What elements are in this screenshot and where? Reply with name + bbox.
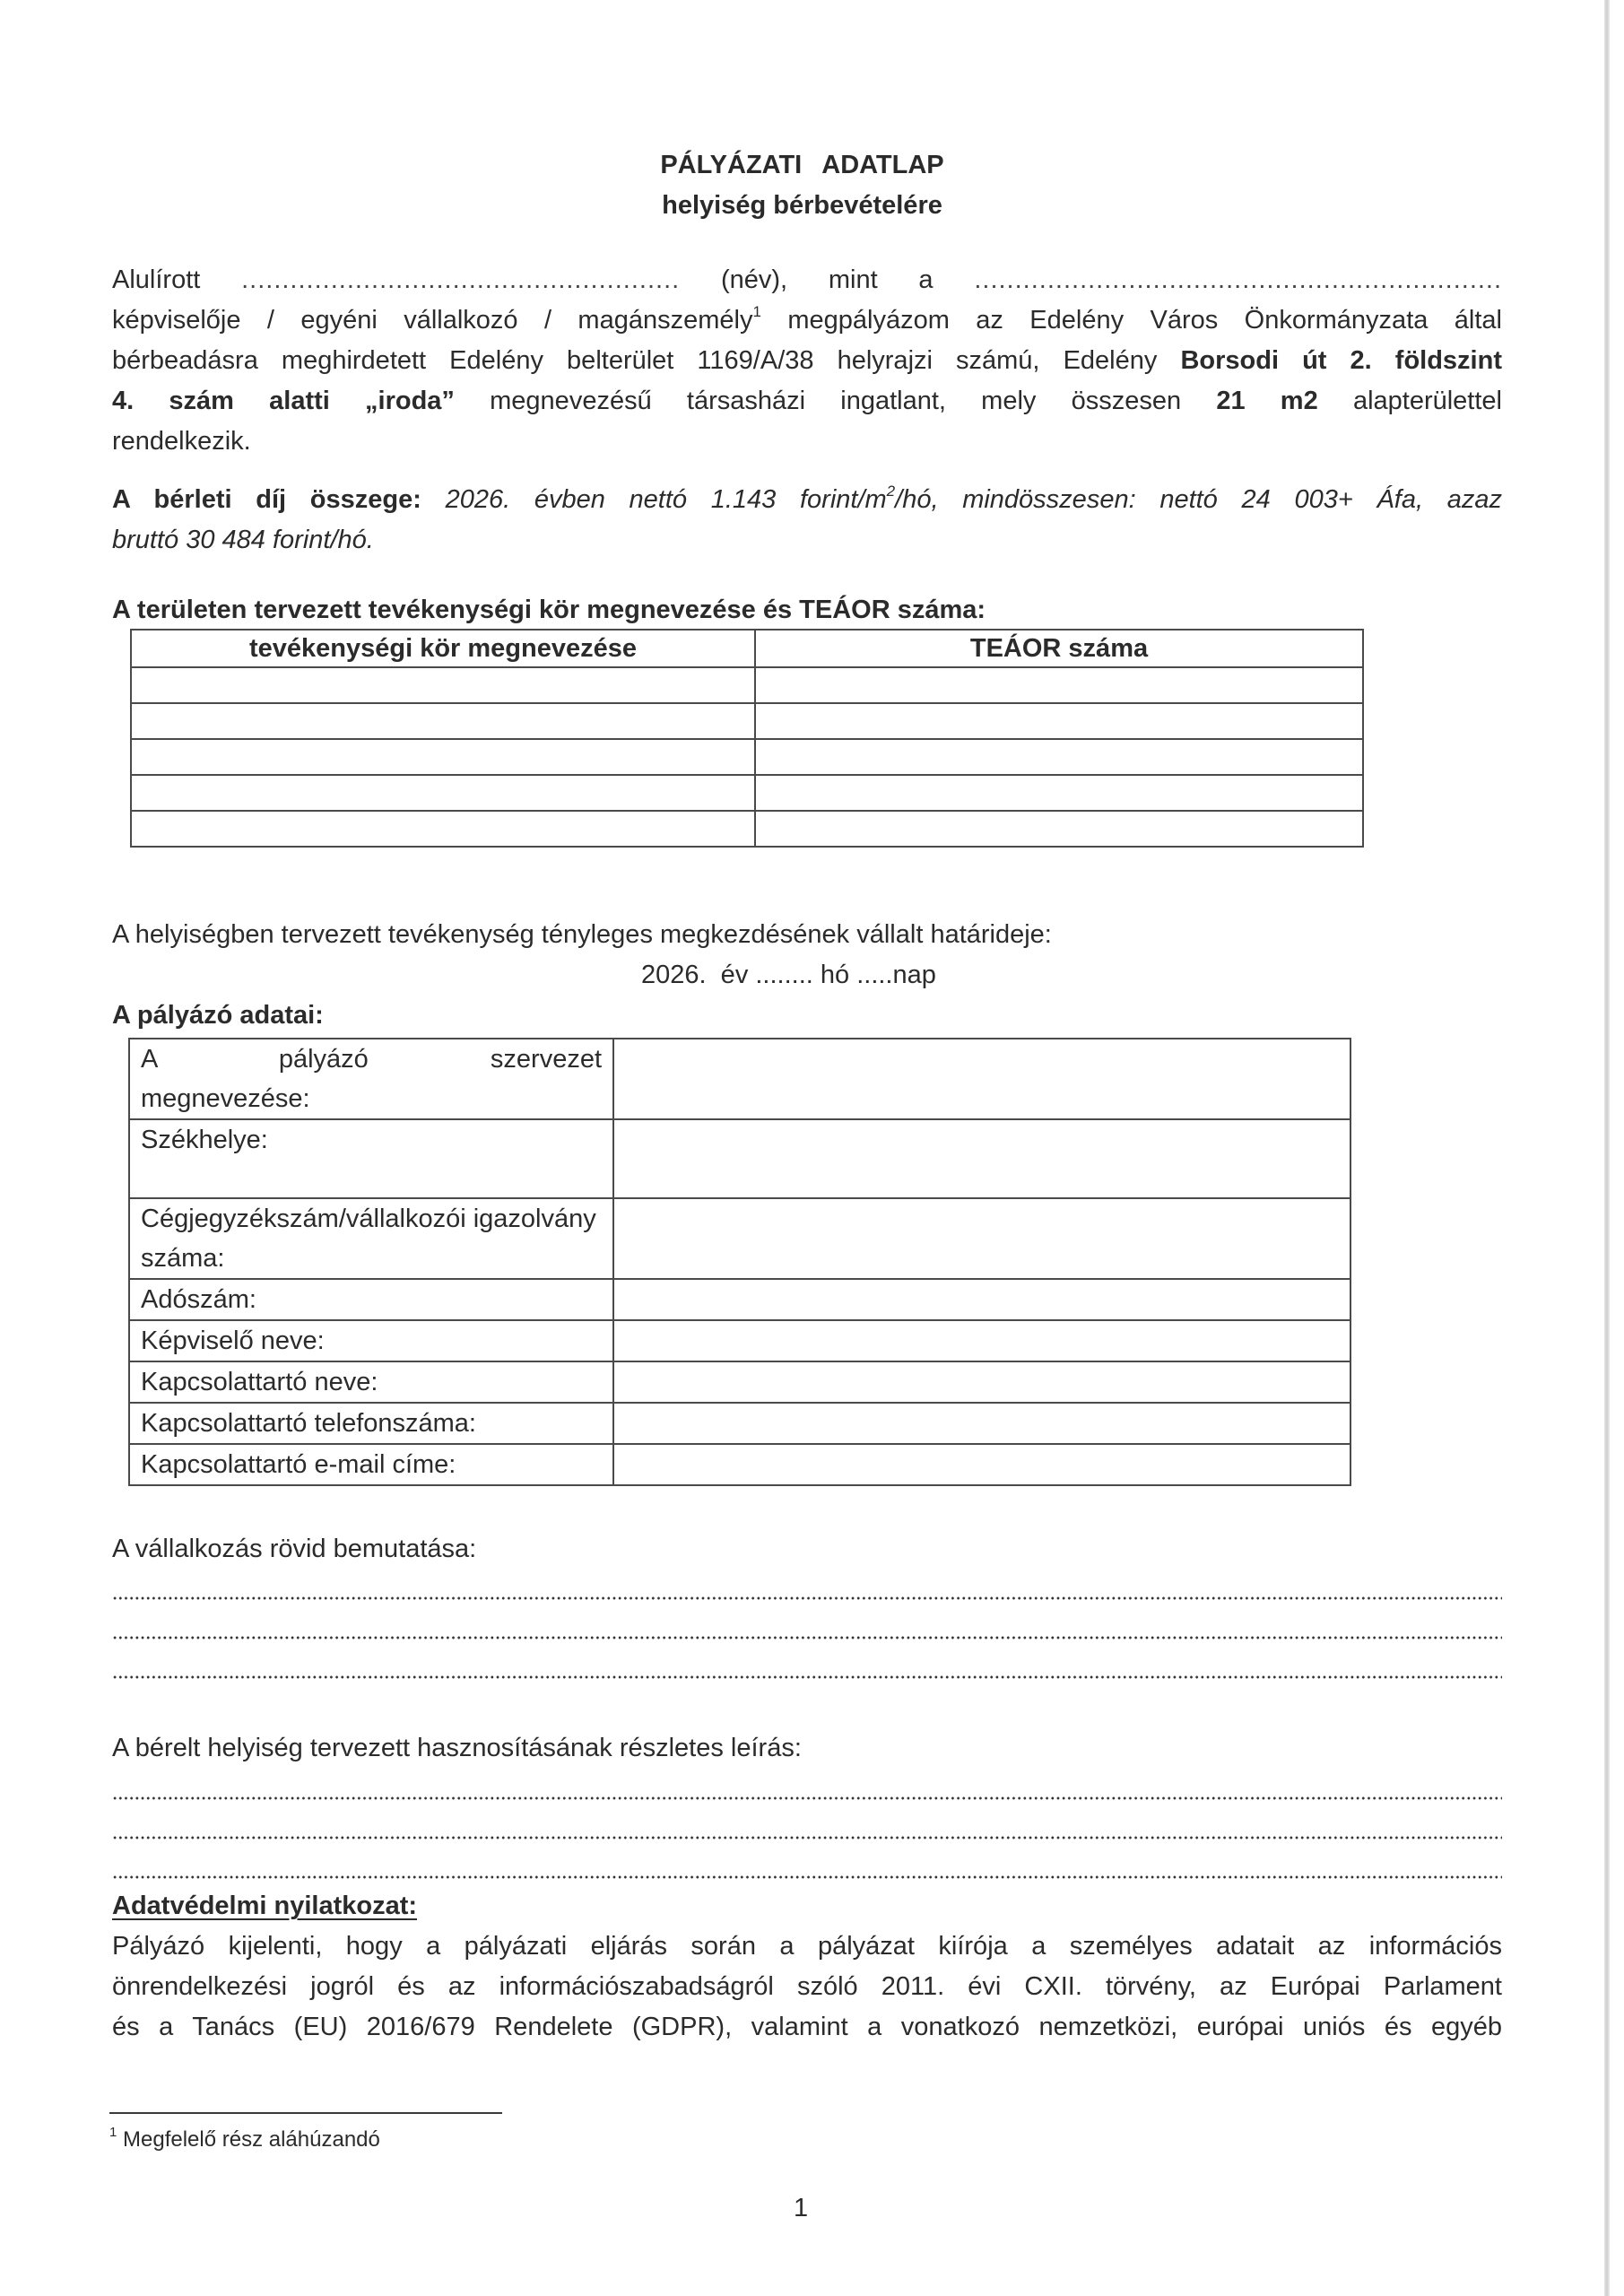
table-row bbox=[129, 1444, 1350, 1485]
activity-name-cell[interactable] bbox=[131, 703, 755, 739]
deadline-label: A helyiségben tervezett tevékenység tényleges megkezdésének vállalt határideje: bbox=[112, 920, 1052, 949]
label-cell: Kapcsolattartó telefonszáma: bbox=[129, 1403, 613, 1444]
privacy-paragraph bbox=[112, 1926, 1502, 2048]
applicant-table bbox=[128, 1038, 1351, 1486]
text: Alulírott bbox=[112, 265, 201, 294]
rent-label: A bérleti díj összege: bbox=[112, 485, 421, 514]
page-edge-shadow bbox=[1604, 0, 1610, 2296]
text: megnevezésű társasházi ingatlant, mely összesen bbox=[454, 387, 1217, 415]
column-header-teaor: TEÁOR száma bbox=[755, 630, 1363, 667]
text: mint bbox=[828, 265, 878, 294]
activity-table bbox=[130, 629, 1364, 848]
document-subtitle: helyiség bérbevételére bbox=[662, 191, 942, 220]
table-row bbox=[129, 1039, 1350, 1119]
activity-name-cell[interactable] bbox=[131, 811, 755, 847]
text: képviselője / egyéni vállalkozó / magánszemély bbox=[112, 306, 753, 335]
representative-name-input[interactable] bbox=[613, 1320, 1350, 1361]
text: a bbox=[918, 265, 934, 294]
intro-line-5: rendelkezik. bbox=[112, 427, 251, 456]
business-intro-line-3[interactable] bbox=[112, 1675, 1502, 1679]
intro-line-2 bbox=[112, 300, 1502, 341]
applicant-heading: A pályázó adatai: bbox=[112, 1001, 324, 1030]
text: megpályázom az Edelény Város Önkormányzata által bbox=[760, 306, 1502, 335]
tax-number-input[interactable] bbox=[613, 1279, 1350, 1320]
activity-name-cell[interactable] bbox=[131, 775, 755, 811]
label-cell: Kapcsolattartó neve: bbox=[129, 1361, 613, 1403]
privacy-heading: Adatvédelmi nyilatkozat: bbox=[112, 1892, 418, 1920]
intro-paragraph bbox=[112, 260, 1502, 462]
org-name-input[interactable] bbox=[613, 1039, 1350, 1119]
privacy-line: önrendelkezési jogról és az információszabadságról szóló 2011. évi CXII. törvény, az Európai Parlament bbox=[112, 1972, 1502, 2001]
usage-line-2[interactable] bbox=[112, 1836, 1502, 1839]
usage-line-3[interactable] bbox=[112, 1875, 1502, 1879]
intro-line-1 bbox=[112, 260, 1502, 300]
teaor-cell[interactable] bbox=[755, 667, 1363, 703]
table-row bbox=[129, 1279, 1350, 1320]
superscript: 2 bbox=[886, 483, 896, 500]
document-title bbox=[0, 151, 1604, 180]
table-row bbox=[131, 667, 1363, 703]
teaor-cell[interactable] bbox=[755, 811, 1363, 847]
label-cell: Kapcsolattartó e-mail címe: bbox=[129, 1444, 613, 1485]
footnote-text: Megfelelő rész aláhúzandó bbox=[117, 2127, 380, 2152]
rent-text: /hó, mindösszesen: nettó 24 003+ Áfa, azaz bbox=[895, 485, 1502, 514]
text: A bbox=[141, 1045, 157, 1074]
activity-heading: A területen tervezett tevékenységi kör megnevezése és TEÁOR száma: bbox=[112, 596, 986, 624]
text: megnevezése: bbox=[141, 1084, 310, 1113]
usage-heading: A bérelt helyiség tervezett hasznosításának részletes leírás: bbox=[112, 1734, 802, 1762]
label-cell: Képviselő neve: bbox=[129, 1320, 613, 1361]
teaor-cell[interactable] bbox=[755, 775, 1363, 811]
contact-phone-input[interactable] bbox=[613, 1403, 1350, 1444]
label-cell: Székhelye: bbox=[129, 1119, 613, 1198]
table-header-row bbox=[131, 630, 1363, 667]
privacy-line: Pályázó kijelenti, hogy a pályázati eljárás során a pályázat kiírója a személyes adatait az információs bbox=[112, 1932, 1502, 1961]
property-name-bold: 4. szám alatti „iroda” bbox=[112, 387, 455, 415]
label-cell bbox=[129, 1039, 613, 1119]
table-row bbox=[129, 1403, 1350, 1444]
table-row bbox=[129, 1119, 1350, 1198]
registration-number-input[interactable] bbox=[613, 1198, 1350, 1279]
business-intro-line-1[interactable] bbox=[112, 1596, 1502, 1600]
contact-email-input[interactable] bbox=[613, 1444, 1350, 1485]
column-header-activity: tevékenységi kör megnevezése bbox=[131, 630, 755, 667]
table-row bbox=[129, 1361, 1350, 1403]
contact-name-input[interactable] bbox=[613, 1361, 1350, 1403]
rent-text: 2026. évben nettó 1.143 forint/m bbox=[421, 485, 887, 514]
activity-name-cell[interactable] bbox=[131, 667, 755, 703]
footnote-separator bbox=[109, 2112, 502, 2114]
title-word: PÁLYÁZATI bbox=[660, 151, 803, 179]
label-cell: Adószám: bbox=[129, 1279, 613, 1320]
table-row bbox=[131, 811, 1363, 847]
page-number: 1 bbox=[794, 2194, 809, 2222]
text: (név), bbox=[720, 265, 788, 294]
privacy-line: és a Tanács (EU) 2016/679 Rendelete (GDPR), valamint a vonatkozó nemzetközi, európai uniós és egyéb bbox=[112, 2013, 1502, 2041]
teaor-cell[interactable] bbox=[755, 739, 1363, 775]
footnote-mark: 1 bbox=[109, 2125, 117, 2140]
area-bold: 21 m2 bbox=[1216, 387, 1318, 415]
text: alapterülettel bbox=[1317, 387, 1502, 415]
table-row bbox=[131, 703, 1363, 739]
footnote-mark: 1 bbox=[752, 303, 761, 321]
intro-line-4 bbox=[112, 381, 1502, 422]
table-row bbox=[131, 775, 1363, 811]
label-cell: Cégjegyzékszám/vállalkozói igazolvány száma: bbox=[129, 1198, 613, 1279]
table-row bbox=[131, 739, 1363, 775]
rent-line-1 bbox=[112, 480, 1502, 520]
organization-fill-field[interactable]: ................................................................. bbox=[974, 265, 1503, 294]
deadline-date-field[interactable]: 2026. év ........ hó .....nap bbox=[641, 961, 936, 989]
rent-line-2: bruttó 30 484 forint/hó. bbox=[112, 526, 374, 554]
text: szervezet bbox=[490, 1045, 603, 1074]
activity-name-cell[interactable] bbox=[131, 739, 755, 775]
business-intro-heading: A vállalkozás rövid bemutatása: bbox=[112, 1535, 477, 1563]
teaor-cell[interactable] bbox=[755, 703, 1363, 739]
headquarters-input[interactable] bbox=[613, 1119, 1350, 1198]
text: bérbeadásra meghirdetett Edelény belterület 1169/A/38 helyrajzi számú, Edelény bbox=[112, 346, 1181, 375]
business-intro-line-2[interactable] bbox=[112, 1636, 1502, 1639]
footnote bbox=[109, 2127, 380, 2152]
intro-line-3 bbox=[112, 341, 1502, 381]
table-row bbox=[129, 1320, 1350, 1361]
org-name-label-line bbox=[141, 1039, 602, 1079]
address-bold: Borsodi út 2. földszint bbox=[1180, 346, 1502, 375]
rent-paragraph bbox=[112, 480, 1502, 561]
name-fill-field[interactable]: ...................................................... bbox=[241, 265, 681, 294]
title-word: ADATLAP bbox=[821, 151, 944, 179]
usage-line-1[interactable] bbox=[112, 1796, 1502, 1800]
table-row bbox=[129, 1198, 1350, 1279]
text: pályázó bbox=[278, 1045, 369, 1074]
